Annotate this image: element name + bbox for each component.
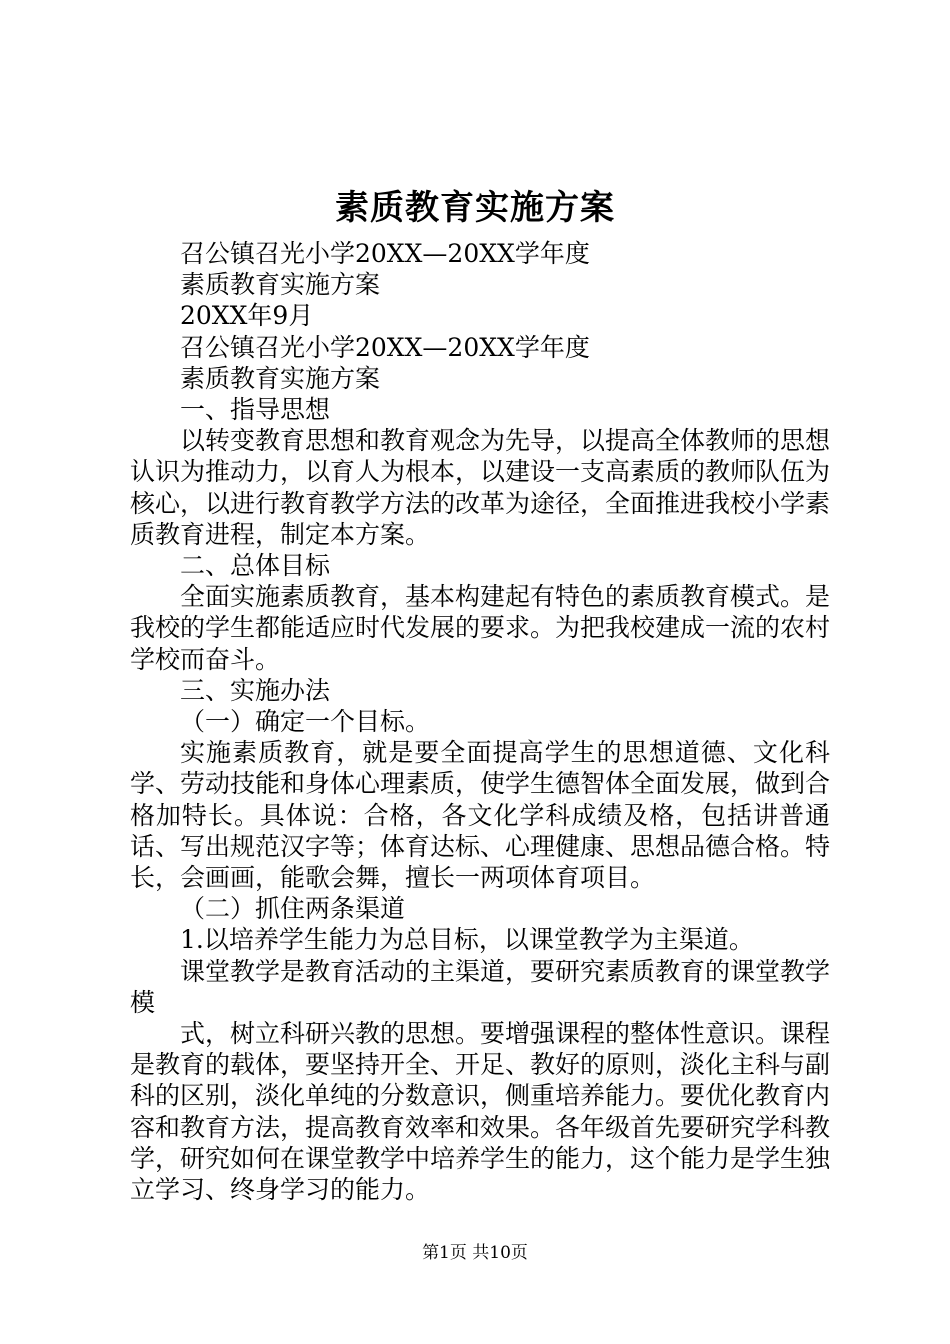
paragraph-plan-name-repeat: 素质教育实施方案	[180, 363, 381, 393]
paragraph-overall-goal: 全面实施素质教育，基本构建起有特色的素质教育模式。是我校的学生都能适应时代发展的要求。为把我校建成一流的农村学校而奋斗。	[130, 582, 831, 674]
paragraph-classroom-teaching: 课堂教学是教育活动的主渠道，要研究素质教育的课堂教学模	[130, 956, 831, 1017]
page-footer: 第1页 共10页	[422, 1243, 528, 1263]
paragraph-school-year-repeat: 召公镇召光小学20XX—20XX学年度	[180, 332, 590, 362]
document-body	[130, 238, 830, 1205]
paragraph-school-year: 召公镇召光小学20XX—20XX学年度	[180, 239, 590, 268]
section-heading-overall-goal: 二、总体目标	[180, 551, 331, 581]
paragraph-guiding-ideology: 以转变教育思想和教育观念为先导，以提高全体教师的思想认识为推动力，以育人为根本，以建设一支高素质的教师队伍为核心，以进行教育教学方法的改革为途径，全面推进我校小学素质教育进程，制定本方案。	[130, 426, 831, 549]
section-heading-guiding-ideology: 一、指导思想	[180, 395, 331, 425]
section-heading-implementation: 三、实施办法	[180, 675, 331, 705]
paragraph-classroom-teaching-continued: 式，树立科研兴教的思想。要增强课程的整体性意识。课程是教育的载体，要坚持开全、开足、教好的原则，淡化主科与副科的区别，淡化单纯的分数意识，侧重培养能力。要优化教育内容和教育方法，提高教育效率和效果。各年级首先要研究学科教学，研究如何在课堂教学中培养学生的能力，这个能力是学生独立学习、终身学习的能力。	[130, 1019, 831, 1205]
subheading-two-channels: （二）抓住两条渠道	[180, 894, 406, 924]
paragraph-plan-name: 素质教育实施方案	[180, 270, 381, 300]
document-title: 素质教育实施方案	[335, 188, 615, 228]
paragraph-channel-one: 1.以培养学生能力为总目标，以课堂教学为主渠道。	[180, 925, 754, 955]
paragraph-one-goal: 实施素质教育，就是要全面提高学生的思想道德、文化科学、劳动技能和身体心理素质，使学生德智体全面发展，做到合格加特长。具体说：合格，各文化学科成绩及格，包括讲普通话、写出规范汉字等；体育达标、心理健康、思想品德合格。特长，会画画，能歌会舞，擅长一两项体育项目。	[130, 738, 831, 893]
paragraph-date: 20XX年9月	[180, 301, 314, 331]
subheading-one-goal: （一）确定一个目标。	[180, 707, 431, 737]
